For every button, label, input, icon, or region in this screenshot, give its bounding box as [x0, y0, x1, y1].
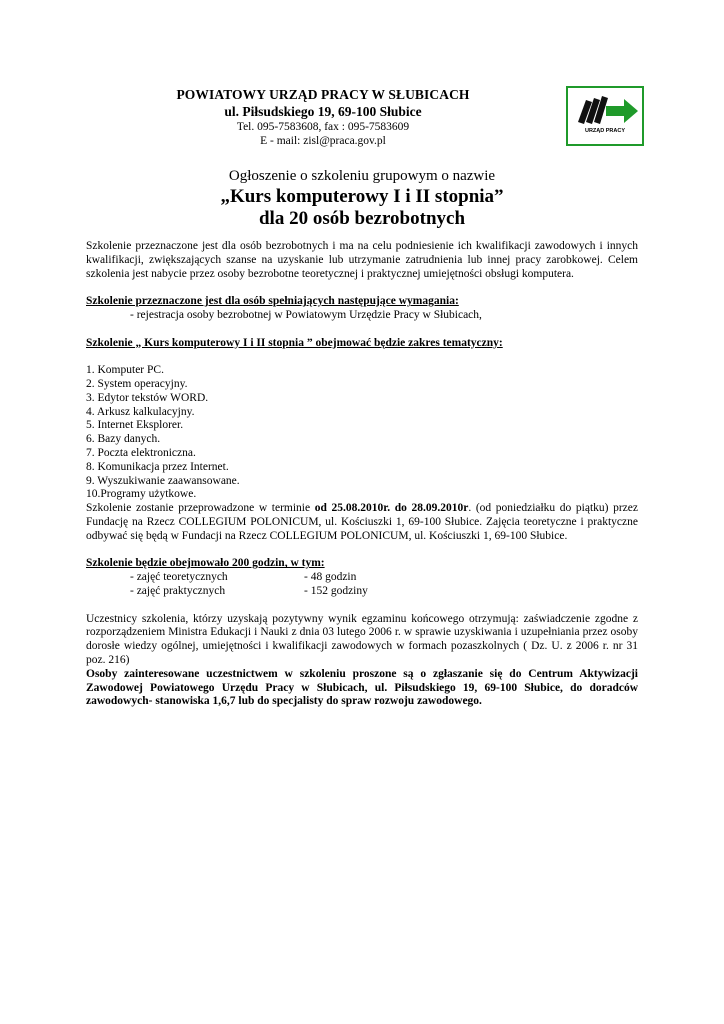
certificate-paragraph: Uczestnicy szkolenia, którzy uzyskają pozytywny wynik egzaminu końcowego otrzymują: zaświadczenie zgodne z rozporządzeniem Ministra Edukacji i Nauki z dnia 03 lutego 2006 r. w sprawie uzyskiwania i uzupełniania przez osoby dorosłe wiedzy ogólnej, umiejętności i kwalifikacji zawodowych w formach pozaszkolnych ( Dz. U. z 2006 r. nr 31 poz. 216) [86, 612, 638, 666]
schedule-text-start: Szkolenie zostanie przeprowadzone w terminie [86, 502, 315, 515]
logo-icon [572, 92, 642, 128]
list-item: 8. Komunikacja przez Internet. [86, 460, 229, 473]
hours-label: - zajęć teoretycznych [130, 571, 228, 584]
schedule-dates: od 25.08.2010r. do 28.09.2010r [314, 502, 469, 515]
list-item: 5. Internet Eksplorer. [86, 419, 184, 432]
contact-note: Osoby zainteresowane uczestnictwem w szkoleniu proszone są o zgłaszanie się do Centrum Aktywizacji Zawodowej Powiatowego Urzędu Pracy w Słubicach, ul. Piłsudskiego 19, 69-100 Słubice, do doradców zawodowych- stanowiska 1,6,7 lub do specjalisty do spraw rozwoju zawodowego. [86, 667, 638, 708]
list-item: 1. Komputer PC. [86, 364, 164, 377]
schedule-text-end: . (od poniedziałku do piątku) przez Fundację na Rzecz COLLEGIUM POLONICUM, ul. Kościuszki 1, 69-100 Słubice. Zajęcia teoretyczne i praktyczne odbywać się będą w Fundacji na Rzecz COLLEGIUM POLONICUM, ul. Kościuszki 1, 69-100 Słubice. [86, 502, 638, 542]
urzad-pracy-logo [566, 86, 644, 146]
requirements-heading: Szkolenie przeznaczone jest dla osób spełniających następujące wymagania: [86, 295, 459, 308]
requirements-item: - rejestracja osoby bezrobotnej w Powiatowym Urzędzie Pracy w Słubicach, [130, 308, 482, 321]
course-audience: dla 20 osób bezrobotnych [258, 208, 466, 229]
list-item: 7. Poczta elektroniczna. [86, 446, 196, 459]
email-address: E - mail: zisl@praca.gov.pl [260, 135, 386, 147]
title-block [80, 167, 644, 230]
list-item: 2. System operacyjny. [86, 377, 188, 390]
hours-value: - 152 godziny [304, 584, 368, 597]
phone-fax: Tel. 095-7583608, fax : 095-7583609 [236, 121, 410, 133]
organization-address: ul. Piłsudskiego 19, 69-100 Słubice [224, 104, 422, 119]
hours-label: - zajęć praktycznych [130, 584, 226, 597]
list-item: 4. Arkusz kalkulacyjny. [86, 405, 195, 418]
topics-heading: Szkolenie „ Kurs komputerowy I i II stopnia ” obejmować będzie zakres tematyczny: [86, 336, 503, 349]
list-item: 3. Edytor tekstów WORD. [86, 391, 209, 404]
course-name: „Kurs komputerowy I i II stopnia” [220, 186, 504, 207]
list-item: 10.Programy użytkowe. [86, 488, 197, 501]
hours-row-theory [86, 571, 638, 585]
list-item: 9. Wyszukiwanie zaawansowane. [86, 474, 240, 487]
topics-list [86, 364, 638, 502]
logo-caption: URZĄD PRACY [584, 128, 626, 134]
list-item: 6. Bazy danych. [86, 433, 161, 446]
schedule-paragraph [86, 502, 638, 543]
organization-header [140, 86, 506, 148]
organization-name: POWIATOWY URZĄD PRACY W SŁUBICACH [176, 87, 470, 102]
hours-breakdown [86, 571, 638, 599]
hours-row-practice [86, 585, 638, 599]
document-body [86, 240, 638, 709]
hours-value: - 48 godzin [304, 571, 357, 584]
announcement-intro: Ogłoszenie o szkoleniu grupowym o nazwie [228, 168, 496, 184]
hours-heading: Szkolenie będzie obejmowało 200 godzin, w tym: [86, 557, 325, 570]
description-paragraph: Szkolenie przeznaczone jest dla osób bezrobotnych i ma na celu podniesienie ich kwalifikacji zawodowych i innych kwalifikacji, zwiększających szanse na uzyskanie lub utrzymanie zatrudnienia lub innej pracy zarobkowej. Celem szkolenia jest nabycie przez osoby bezrobotne teoretycznej i praktycznej umiejętności obsługi komputera. [86, 240, 638, 280]
